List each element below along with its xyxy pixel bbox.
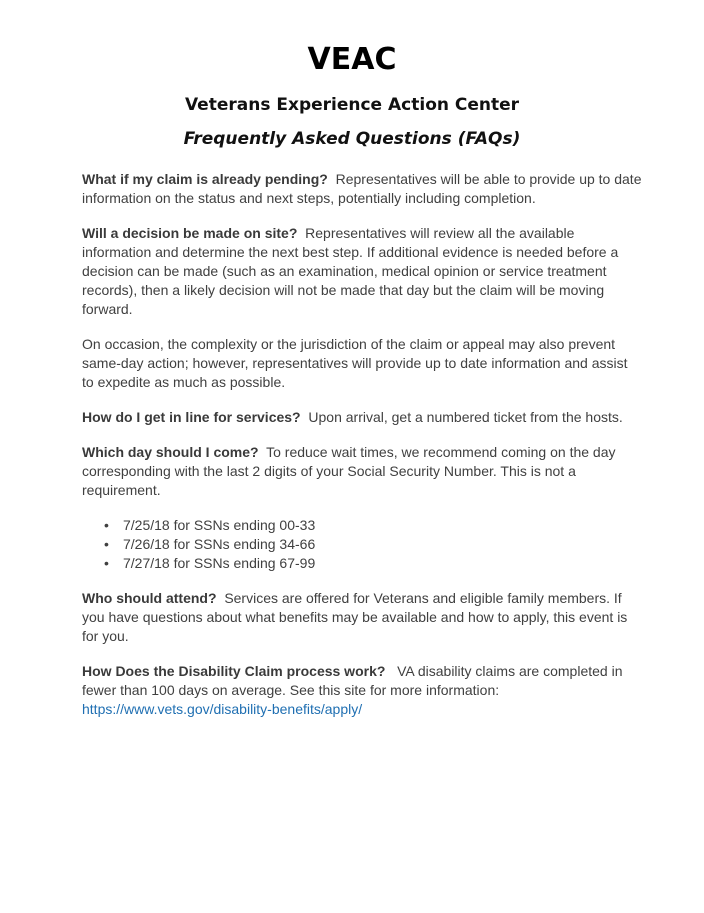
faq-item-decision-on-site <box>82 224 642 319</box>
list-item <box>104 535 642 554</box>
faq-question: Which day should I come? <box>82 444 259 460</box>
faq-question: How do I get in line for services? <box>82 409 301 425</box>
faq-answer: Representatives will review all the available information and determine the next best step. If additional evidence is needed before a decision can be made (such as an examination, medical opinion or service treatment records), then a likely decision will not be made that day but the claim will be moving forward. <box>82 225 619 317</box>
bullet-icon: • <box>104 536 109 552</box>
document-subtitle: Veterans Experience Action Center <box>184 95 520 115</box>
faq-item-get-in-line <box>82 408 642 427</box>
disability-benefits-link[interactable]: https://www.vets.gov/disability-benefits/apply/ <box>82 701 363 717</box>
faq-content <box>82 170 642 735</box>
bullet-icon: • <box>104 517 109 533</box>
faq-item-which-day <box>82 443 642 500</box>
faq-answer: Upon arrival, get a numbered ticket from the hosts. <box>308 409 623 425</box>
faq-item-who-should-attend <box>82 589 642 646</box>
list-item <box>104 554 642 573</box>
faq-question: How Does the Disability Claim process work? <box>82 663 386 679</box>
list-item <box>104 516 642 535</box>
faq-answer-followup: On occasion, the complexity or the jurisdiction of the claim or appeal may also prevent same-day action; however, representatives will provide up to date information and assist to expedite as much as possible. <box>82 336 628 390</box>
faq-item-decision-followup <box>82 335 642 392</box>
faq-question: Will a decision be made on site? <box>82 225 298 241</box>
schedule-list <box>82 516 642 573</box>
faq-question: What if my claim is already pending? <box>82 171 328 187</box>
faq-answer: Services are offered for Veterans and eligible family members. If you have questions about what benefits may be available and how to apply, this event is for you. <box>82 590 628 644</box>
faq-answer: VA disability claims are completed in fewer than 100 days on average. See this site for more information: <box>82 663 623 698</box>
bullet-icon: • <box>104 555 109 571</box>
schedule-item-text: 7/25/18 for SSNs ending 00-33 <box>123 517 316 533</box>
faq-item-pending-claim <box>82 170 642 208</box>
faq-question: Who should attend? <box>82 590 217 606</box>
faq-heading: Frequently Asked Questions (FAQs) <box>183 129 521 149</box>
faq-answer: To reduce wait times, we recommend coming on the day corresponding with the last 2 digits of your Social Security Number. This is not a requirement. <box>82 444 616 498</box>
faq-item-disability-claim <box>82 662 642 719</box>
faq-answer: Representatives will be able to provide up to date information on the status and next steps, potentially including completion. <box>82 171 642 206</box>
document-title: VEAC <box>307 42 397 77</box>
schedule-item-text: 7/27/18 for SSNs ending 67-99 <box>123 555 316 571</box>
schedule-item-text: 7/26/18 for SSNs ending 34-66 <box>123 536 316 552</box>
